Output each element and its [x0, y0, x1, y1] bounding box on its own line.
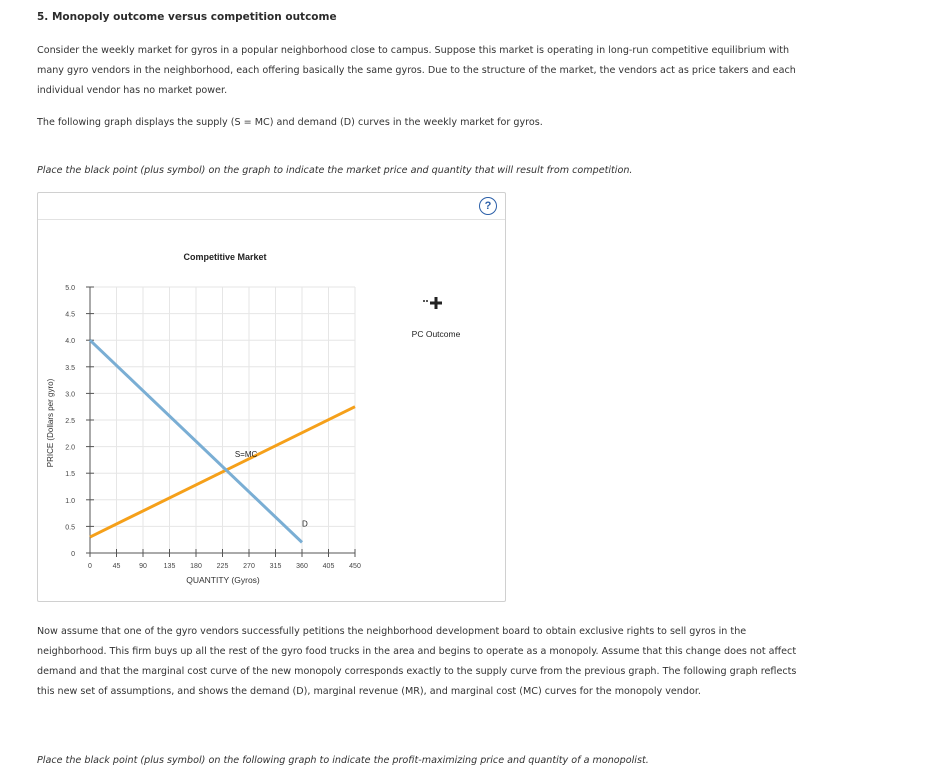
y-tick-label: 4.5 — [65, 311, 75, 319]
y-tick-label: 5.0 — [65, 285, 75, 292]
x-tick-label: 0 — [88, 563, 92, 570]
y-tick-label: 1.5 — [65, 471, 75, 479]
instruction-competition: Place the black point (plus symbol) on the graph to indicate the market price and quantity that will result from competition. — [37, 165, 633, 176]
monopoly-paragraph: Now assume that one of the gyro vendors successfully petitions the neighborhood development board to obtain exclusive rights to sell gyros in the neighborhood. This firm buys up all the rest of the gyro food trucks in the area and begins to operate as a monopoly. Assume that this change does not affect demand and that the marginal cost curve of the new monopoly corresponds exactly to the supply curve from the previous graph. The following graph reflects this new set of assumptions, and shows the demand (D), marginal revenue (MR), and marginal cost (MC) curves for the monopoly vendor. — [37, 626, 797, 697]
x-tick-label: 180 — [190, 563, 202, 570]
x-tick-label: 135 — [163, 563, 176, 570]
x-tick-label: 450 — [349, 563, 361, 570]
demand-curve-label: D — [302, 519, 308, 529]
y-tick-label: 0.5 — [65, 524, 75, 532]
x-tick-label: 45 — [112, 563, 121, 570]
y-tick-label: 3.0 — [65, 391, 75, 399]
x-ticks — [88, 549, 361, 570]
y-tick-label: 1.0 — [65, 497, 75, 505]
plus-point-icon[interactable] — [423, 297, 442, 309]
y-tick-label: 2.5 — [65, 418, 75, 425]
y-axis-label: PRICE (Dollars per gyro) — [46, 378, 55, 468]
x-tick-label: 405 — [322, 563, 335, 570]
x-tick-label: 360 — [296, 563, 308, 570]
x-tick-label: 315 — [269, 563, 282, 570]
pc-outcome-label: PC Outcome — [411, 329, 461, 339]
instruction-monopoly: Place the black point (plus symbol) on the following graph to indicate the profit-maximizing price and quantity of a monopolist. — [37, 755, 649, 766]
intro-paragraph: Consider the weekly market for gyros in a popular neighborhood close to campus. Suppose this market is operating in long-run competitive equilibrium with many gyro vendors in the neighborhood, each offering basically the same gyros. Due to the structure of the market, the vendors act as price takers and each individual vendor has no market power. — [37, 45, 796, 96]
chart-title: Competitive Market — [183, 252, 267, 262]
graph-description: The following graph displays the supply (S = MC) and demand (D) curves in the weekly market for gyros. — [37, 117, 543, 128]
graph-panel — [37, 192, 506, 602]
help-icon[interactable]: ? — [479, 197, 497, 215]
pc-outcome-palette-item[interactable] — [412, 297, 461, 339]
section-title: 5. Monopoly outcome versus competition outcome — [37, 11, 337, 23]
competitive-market-chart — [38, 193, 505, 601]
chart-grid — [90, 287, 355, 553]
x-tick-label: 90 — [139, 563, 147, 570]
x-tick-label: 270 — [243, 563, 255, 570]
x-axis-label: QUANTITY (Gyros) — [186, 575, 260, 585]
y-tick-label: 0 — [71, 551, 75, 558]
y-tick-label: 4.0 — [65, 338, 75, 346]
supply-curve-label: S=MC — [234, 450, 258, 460]
y-tick-label: 3.5 — [65, 364, 75, 372]
y-tick-label: 2.0 — [65, 444, 75, 452]
x-tick-label: 225 — [216, 563, 229, 570]
